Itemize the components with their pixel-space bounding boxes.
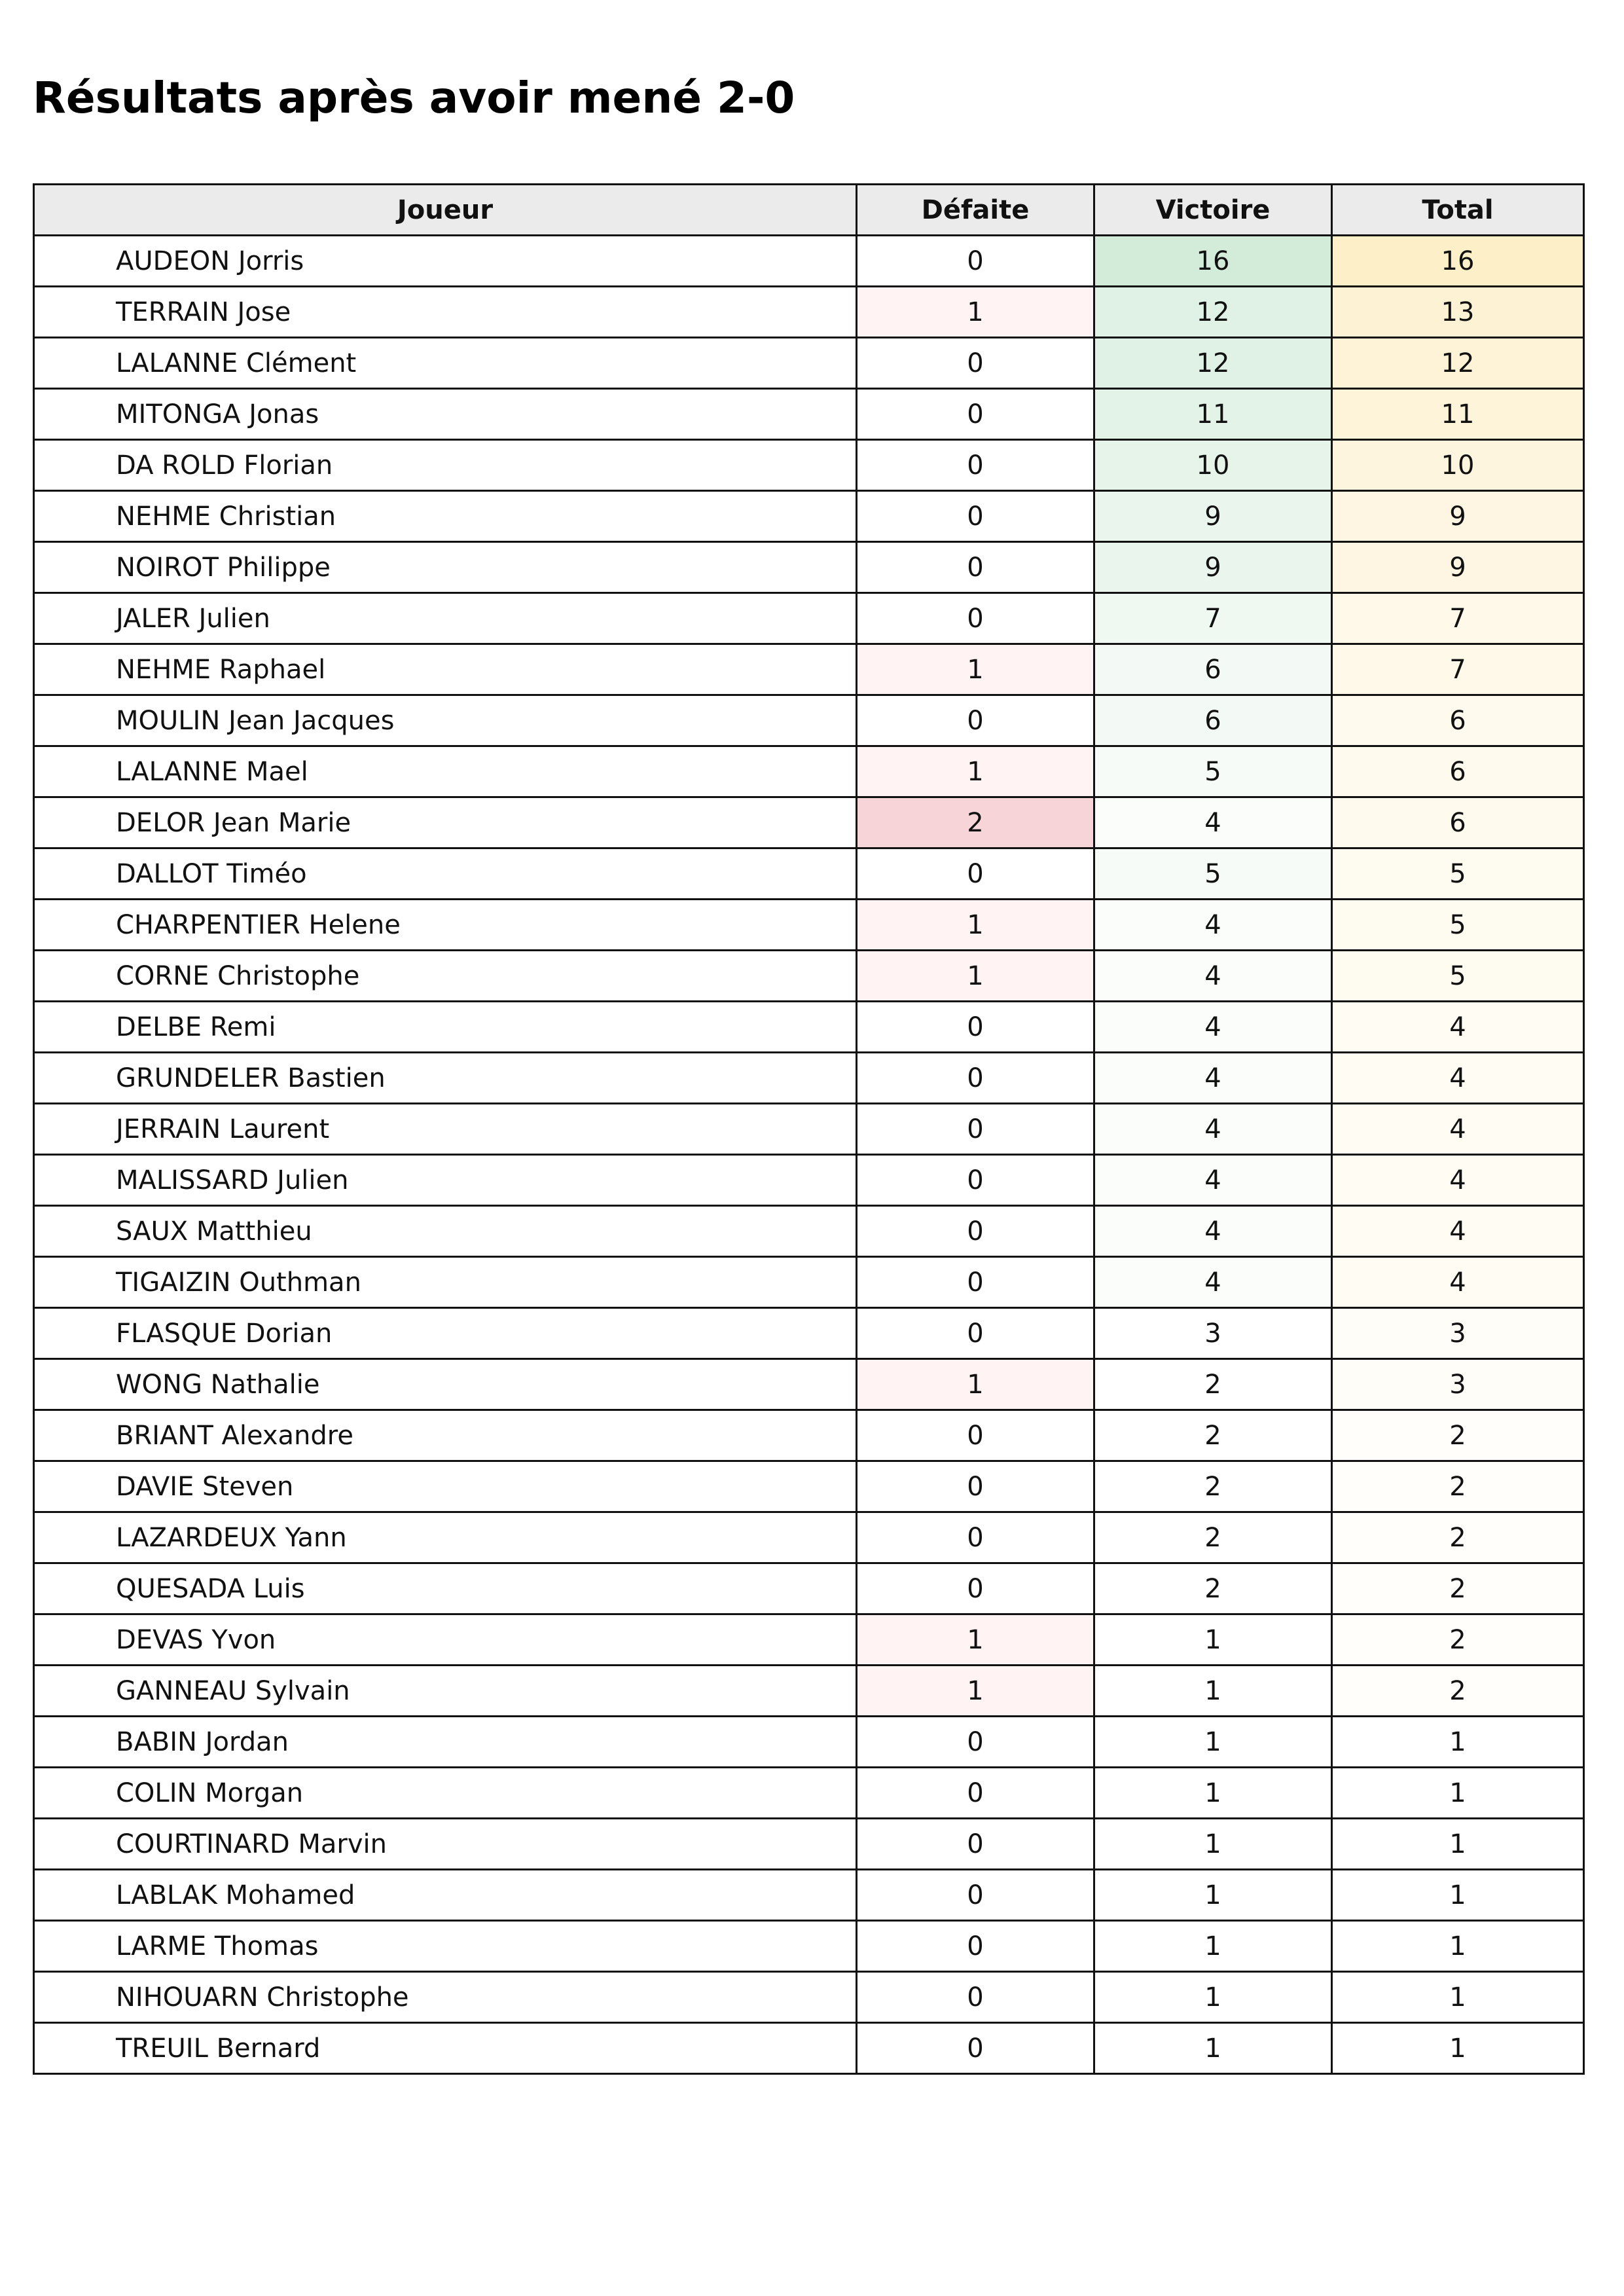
- cell-victoire: 5: [1094, 746, 1332, 797]
- table-row: [34, 848, 1584, 900]
- cell-victoire: 16: [1094, 236, 1332, 287]
- cell-joueur: DEVAS Yvon: [34, 1614, 857, 1666]
- cell-joueur: MITONGA Jonas: [34, 389, 857, 440]
- cell-defaite: 0: [857, 1155, 1094, 1206]
- cell-defaite: 0: [857, 1512, 1094, 1563]
- table-row: [34, 1512, 1584, 1563]
- cell-victoire: 4: [1094, 1002, 1332, 1053]
- cell-joueur: TERRAIN Jose: [34, 287, 857, 338]
- cell-defaite: 0: [857, 440, 1094, 491]
- table-row: [34, 1768, 1584, 1819]
- results-table: [33, 183, 1585, 2075]
- cell-joueur: NEHME Christian: [34, 491, 857, 542]
- cell-defaite: 1: [857, 1359, 1094, 1410]
- cell-victoire: 2: [1094, 1563, 1332, 1614]
- cell-defaite: 1: [857, 900, 1094, 951]
- cell-joueur: SAUX Matthieu: [34, 1206, 857, 1257]
- cell-total: 1: [1332, 1972, 1584, 2023]
- cell-victoire: 9: [1094, 542, 1332, 593]
- cell-defaite: 1: [857, 1666, 1094, 1717]
- cell-defaite: 0: [857, 1461, 1094, 1512]
- table-row: [34, 1257, 1584, 1308]
- cell-total: 5: [1332, 900, 1584, 951]
- table-row: [34, 1819, 1584, 1870]
- table-row: [34, 2023, 1584, 2074]
- cell-joueur: BABIN Jordan: [34, 1717, 857, 1768]
- cell-total: 1: [1332, 2023, 1584, 2074]
- cell-defaite: 0: [857, 542, 1094, 593]
- cell-defaite: 1: [857, 951, 1094, 1002]
- cell-defaite: 1: [857, 287, 1094, 338]
- cell-joueur: QUESADA Luis: [34, 1563, 857, 1614]
- table-row: [34, 440, 1584, 491]
- cell-victoire: 4: [1094, 1257, 1332, 1308]
- table-row: [34, 1972, 1584, 2023]
- table-row: [34, 695, 1584, 746]
- cell-victoire: 12: [1094, 338, 1332, 389]
- cell-total: 2: [1332, 1461, 1584, 1512]
- cell-joueur: DELOR Jean Marie: [34, 797, 857, 848]
- cell-joueur: NIHOUARN Christophe: [34, 1972, 857, 2023]
- cell-victoire: 1: [1094, 1870, 1332, 1921]
- page-title: Résultats après avoir mené 2-0: [33, 73, 795, 123]
- cell-joueur: WONG Nathalie: [34, 1359, 857, 1410]
- cell-total: 13: [1332, 287, 1584, 338]
- table-row: [34, 389, 1584, 440]
- cell-total: 7: [1332, 593, 1584, 644]
- cell-total: 6: [1332, 797, 1584, 848]
- cell-joueur: TIGAIZIN Outhman: [34, 1257, 857, 1308]
- cell-total: 7: [1332, 644, 1584, 695]
- cell-victoire: 5: [1094, 848, 1332, 900]
- cell-total: 6: [1332, 746, 1584, 797]
- cell-defaite: 0: [857, 491, 1094, 542]
- cell-joueur: LABLAK Mohamed: [34, 1870, 857, 1921]
- cell-total: 12: [1332, 338, 1584, 389]
- cell-defaite: 1: [857, 644, 1094, 695]
- cell-total: 1: [1332, 1921, 1584, 1972]
- cell-victoire: 2: [1094, 1410, 1332, 1461]
- cell-defaite: 2: [857, 797, 1094, 848]
- cell-victoire: 2: [1094, 1512, 1332, 1563]
- cell-victoire: 12: [1094, 287, 1332, 338]
- table-row: [34, 1359, 1584, 1410]
- table-row: [34, 1155, 1584, 1206]
- cell-victoire: 1: [1094, 1666, 1332, 1717]
- cell-victoire: 1: [1094, 2023, 1332, 2074]
- cell-total: 6: [1332, 695, 1584, 746]
- cell-defaite: 0: [857, 389, 1094, 440]
- cell-joueur: LARME Thomas: [34, 1921, 857, 1972]
- cell-defaite: 0: [857, 1104, 1094, 1155]
- cell-victoire: 4: [1094, 1104, 1332, 1155]
- cell-defaite: 0: [857, 2023, 1094, 2074]
- cell-total: 10: [1332, 440, 1584, 491]
- table-row: [34, 1308, 1584, 1359]
- cell-total: 3: [1332, 1359, 1584, 1410]
- cell-defaite: 0: [857, 1717, 1094, 1768]
- cell-defaite: 0: [857, 338, 1094, 389]
- table-row: [34, 1614, 1584, 1666]
- cell-defaite: 0: [857, 1308, 1094, 1359]
- cell-total: 2: [1332, 1614, 1584, 1666]
- cell-defaite: 0: [857, 848, 1094, 900]
- cell-victoire: 6: [1094, 644, 1332, 695]
- cell-victoire: 2: [1094, 1461, 1332, 1512]
- cell-joueur: CHARPENTIER Helene: [34, 900, 857, 951]
- cell-joueur: COLIN Morgan: [34, 1768, 857, 1819]
- cell-victoire: 3: [1094, 1308, 1332, 1359]
- cell-total: 2: [1332, 1512, 1584, 1563]
- cell-defaite: 0: [857, 1768, 1094, 1819]
- cell-defaite: 0: [857, 1410, 1094, 1461]
- cell-total: 5: [1332, 848, 1584, 900]
- table-row: [34, 1206, 1584, 1257]
- cell-victoire: 4: [1094, 797, 1332, 848]
- cell-victoire: 4: [1094, 1053, 1332, 1104]
- cell-total: 4: [1332, 1053, 1584, 1104]
- table-row: [34, 593, 1584, 644]
- cell-joueur: DAVIE Steven: [34, 1461, 857, 1512]
- table-row: [34, 1410, 1584, 1461]
- cell-total: 4: [1332, 1257, 1584, 1308]
- cell-victoire: 4: [1094, 951, 1332, 1002]
- cell-total: 9: [1332, 491, 1584, 542]
- cell-defaite: 0: [857, 1053, 1094, 1104]
- cell-victoire: 7: [1094, 593, 1332, 644]
- cell-joueur: LALANNE Clément: [34, 338, 857, 389]
- table-row: [34, 1104, 1584, 1155]
- cell-defaite: 0: [857, 1206, 1094, 1257]
- cell-joueur: DA ROLD Florian: [34, 440, 857, 491]
- cell-victoire: 4: [1094, 1155, 1332, 1206]
- cell-victoire: 4: [1094, 900, 1332, 951]
- cell-total: 5: [1332, 951, 1584, 1002]
- table-row: [34, 1563, 1584, 1614]
- column-header-total: Total: [1332, 185, 1584, 236]
- cell-joueur: LALANNE Mael: [34, 746, 857, 797]
- cell-victoire: 6: [1094, 695, 1332, 746]
- cell-victoire: 1: [1094, 1972, 1332, 2023]
- cell-defaite: 0: [857, 1002, 1094, 1053]
- cell-joueur: DALLOT Timéo: [34, 848, 857, 900]
- cell-victoire: 1: [1094, 1717, 1332, 1768]
- cell-joueur: AUDEON Jorris: [34, 236, 857, 287]
- cell-total: 4: [1332, 1002, 1584, 1053]
- column-header-victoire: Victoire: [1094, 185, 1332, 236]
- cell-total: 1: [1332, 1870, 1584, 1921]
- cell-total: 4: [1332, 1155, 1584, 1206]
- cell-joueur: NOIROT Philippe: [34, 542, 857, 593]
- cell-total: 2: [1332, 1563, 1584, 1614]
- table-row: [34, 287, 1584, 338]
- cell-victoire: 4: [1094, 1206, 1332, 1257]
- cell-defaite: 0: [857, 1972, 1094, 2023]
- cell-defaite: 0: [857, 593, 1094, 644]
- cell-victoire: 1: [1094, 1921, 1332, 1972]
- cell-joueur: TREUIL Bernard: [34, 2023, 857, 2074]
- cell-total: 9: [1332, 542, 1584, 593]
- cell-joueur: JALER Julien: [34, 593, 857, 644]
- cell-victoire: 9: [1094, 491, 1332, 542]
- column-header-defaite: Défaite: [857, 185, 1094, 236]
- cell-victoire: 2: [1094, 1359, 1332, 1410]
- cell-joueur: BRIANT Alexandre: [34, 1410, 857, 1461]
- cell-joueur: GANNEAU Sylvain: [34, 1666, 857, 1717]
- results-body: [34, 236, 1584, 2074]
- table-row: [34, 797, 1584, 848]
- cell-joueur: CORNE Christophe: [34, 951, 857, 1002]
- cell-joueur: JERRAIN Laurent: [34, 1104, 857, 1155]
- cell-total: 1: [1332, 1717, 1584, 1768]
- cell-joueur: MOULIN Jean Jacques: [34, 695, 857, 746]
- table-row: [34, 1717, 1584, 1768]
- cell-defaite: 0: [857, 1870, 1094, 1921]
- table-row: [34, 951, 1584, 1002]
- cell-defaite: 0: [857, 695, 1094, 746]
- cell-defaite: 1: [857, 746, 1094, 797]
- cell-joueur: GRUNDELER Bastien: [34, 1053, 857, 1104]
- cell-defaite: 0: [857, 1921, 1094, 1972]
- cell-defaite: 1: [857, 1614, 1094, 1666]
- table-row: [34, 900, 1584, 951]
- cell-victoire: 11: [1094, 389, 1332, 440]
- cell-total: 4: [1332, 1206, 1584, 1257]
- cell-victoire: 1: [1094, 1768, 1332, 1819]
- column-header-joueur: Joueur: [34, 185, 857, 236]
- cell-victoire: 1: [1094, 1819, 1332, 1870]
- cell-total: 3: [1332, 1308, 1584, 1359]
- table-row: [34, 1870, 1584, 1921]
- cell-total: 11: [1332, 389, 1584, 440]
- table-row: [34, 1053, 1584, 1104]
- cell-victoire: 10: [1094, 440, 1332, 491]
- table-row: [34, 1461, 1584, 1512]
- table-row: [34, 1666, 1584, 1717]
- table-row: [34, 542, 1584, 593]
- table-row: [34, 338, 1584, 389]
- cell-total: 2: [1332, 1666, 1584, 1717]
- cell-defaite: 0: [857, 1563, 1094, 1614]
- cell-joueur: FLASQUE Dorian: [34, 1308, 857, 1359]
- cell-total: 4: [1332, 1104, 1584, 1155]
- table-row: [34, 746, 1584, 797]
- cell-victoire: 1: [1094, 1614, 1332, 1666]
- cell-total: 1: [1332, 1819, 1584, 1870]
- cell-total: 1: [1332, 1768, 1584, 1819]
- table-header-row: [34, 185, 1584, 236]
- cell-total: 2: [1332, 1410, 1584, 1461]
- cell-joueur: LAZARDEUX Yann: [34, 1512, 857, 1563]
- table-row: [34, 236, 1584, 287]
- table-row: [34, 644, 1584, 695]
- cell-defaite: 0: [857, 1257, 1094, 1308]
- cell-joueur: MALISSARD Julien: [34, 1155, 857, 1206]
- cell-defaite: 0: [857, 236, 1094, 287]
- cell-joueur: NEHME Raphael: [34, 644, 857, 695]
- cell-defaite: 0: [857, 1819, 1094, 1870]
- cell-total: 16: [1332, 236, 1584, 287]
- table-row: [34, 1921, 1584, 1972]
- cell-joueur: COURTINARD Marvin: [34, 1819, 857, 1870]
- table-row: [34, 491, 1584, 542]
- table-row: [34, 1002, 1584, 1053]
- cell-joueur: DELBE Remi: [34, 1002, 857, 1053]
